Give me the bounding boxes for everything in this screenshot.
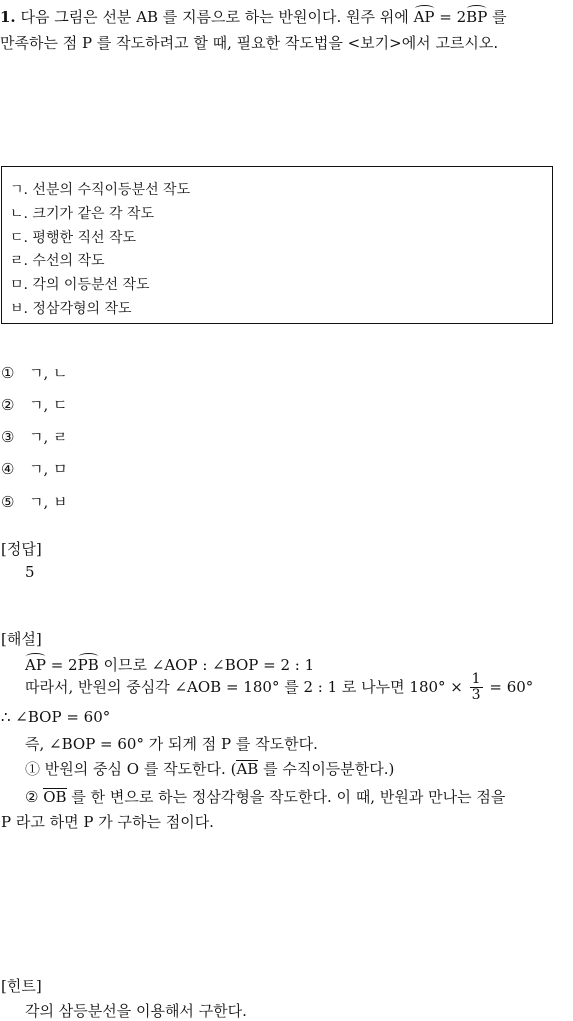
- box-item: ㄱ. 선분의 수직이등분선 작도: [10, 182, 191, 198]
- option-mark: ②: [1, 396, 15, 414]
- option-mark: ⑤: [1, 493, 15, 511]
- solution-eq: = 2: [50, 656, 78, 674]
- fraction: [470, 672, 483, 704]
- question-line-1: [0, 6, 507, 27]
- fraction-denominator: 3: [471, 687, 481, 704]
- solution-text: ① 반원의 중심 O 를 작도한다. (: [25, 760, 237, 778]
- option-mark: ①: [1, 364, 15, 382]
- question-line-2: 만족하는 점 P 를 작도하려고 할 때, 필요한 작도법을 <보기>에서 고르시오.: [0, 34, 499, 52]
- question-number: 1.: [0, 8, 16, 26]
- option-2[interactable]: [1, 394, 68, 415]
- box-item: ㅁ. 각의 이등분선 작도: [10, 277, 150, 293]
- option-4[interactable]: [1, 458, 68, 479]
- option-3[interactable]: [1, 426, 68, 447]
- answer-heading: [정답]: [1, 540, 42, 558]
- solution-text: 따라서, 반원의 중심각 ∠AOB = 180° 를 2 : 1 로 나누면 180° ×: [25, 677, 463, 696]
- fraction-numerator: 1: [471, 671, 481, 687]
- arc-ap: AP: [413, 8, 435, 26]
- option-text: ㄱ, ㄷ: [29, 396, 68, 414]
- solution-line-5: [25, 758, 394, 779]
- arc-ap: AP: [25, 656, 46, 674]
- option-5[interactable]: [1, 491, 68, 512]
- option-text: ㄱ, ㄹ: [29, 428, 68, 446]
- option-text: ㄱ, ㅂ: [29, 493, 68, 511]
- box-item: ㄹ. 수선의 작도: [10, 253, 105, 269]
- question-text-a: 다음 그림은 선분 AB 를 지름으로 하는 반원이다. 원주 위에: [20, 8, 409, 26]
- solution-text: = 60°: [489, 677, 534, 696]
- question-text-b: 를: [492, 8, 507, 26]
- solution-text: 를 수직이등분한다.): [263, 760, 395, 778]
- solution-line-2: [25, 672, 533, 704]
- option-text: ㄱ, ㅁ: [29, 460, 68, 478]
- solution-line-7: P 라고 하면 P 가 구하는 점이다.: [1, 813, 214, 831]
- solution-text: 를 한 변으로 하는 정삼각형을 작도한다. 이 때, 반원과 만나는 점을: [71, 788, 506, 806]
- solution-heading: [해설]: [1, 630, 42, 648]
- choice-box: [1, 166, 553, 324]
- question-eq: = 2: [439, 8, 467, 26]
- answer-value: 5: [25, 563, 35, 581]
- hint-text: 각의 삼등분선을 이용해서 구한다.: [25, 1002, 247, 1020]
- solution-text: ②: [25, 788, 39, 806]
- segment-ob: OB: [43, 788, 67, 806]
- arc-pb: PB: [77, 656, 99, 674]
- box-item: ㄴ. 크기가 같은 각 작도: [10, 206, 154, 222]
- segment-ab: AB: [236, 760, 259, 778]
- option-mark: ④: [1, 460, 15, 478]
- solution-line-3: ∴ ∠BOP = 60°: [1, 708, 111, 726]
- solution-line-6: [25, 786, 505, 807]
- arc-bp: BP: [466, 8, 488, 26]
- option-1[interactable]: [1, 362, 68, 383]
- box-item: ㄷ. 평행한 직선 작도: [10, 230, 136, 246]
- solution-text: 이므로 ∠AOP : ∠BOP = 2 : 1: [103, 656, 315, 674]
- box-item: ㅂ. 정삼각형의 작도: [10, 301, 132, 317]
- option-text: ㄱ, ㄴ: [29, 364, 68, 382]
- option-mark: ③: [1, 428, 15, 446]
- hint-heading: [힌트]: [1, 977, 42, 995]
- solution-line-4: 즉, ∠BOP = 60° 가 되게 점 P 를 작도한다.: [25, 735, 318, 753]
